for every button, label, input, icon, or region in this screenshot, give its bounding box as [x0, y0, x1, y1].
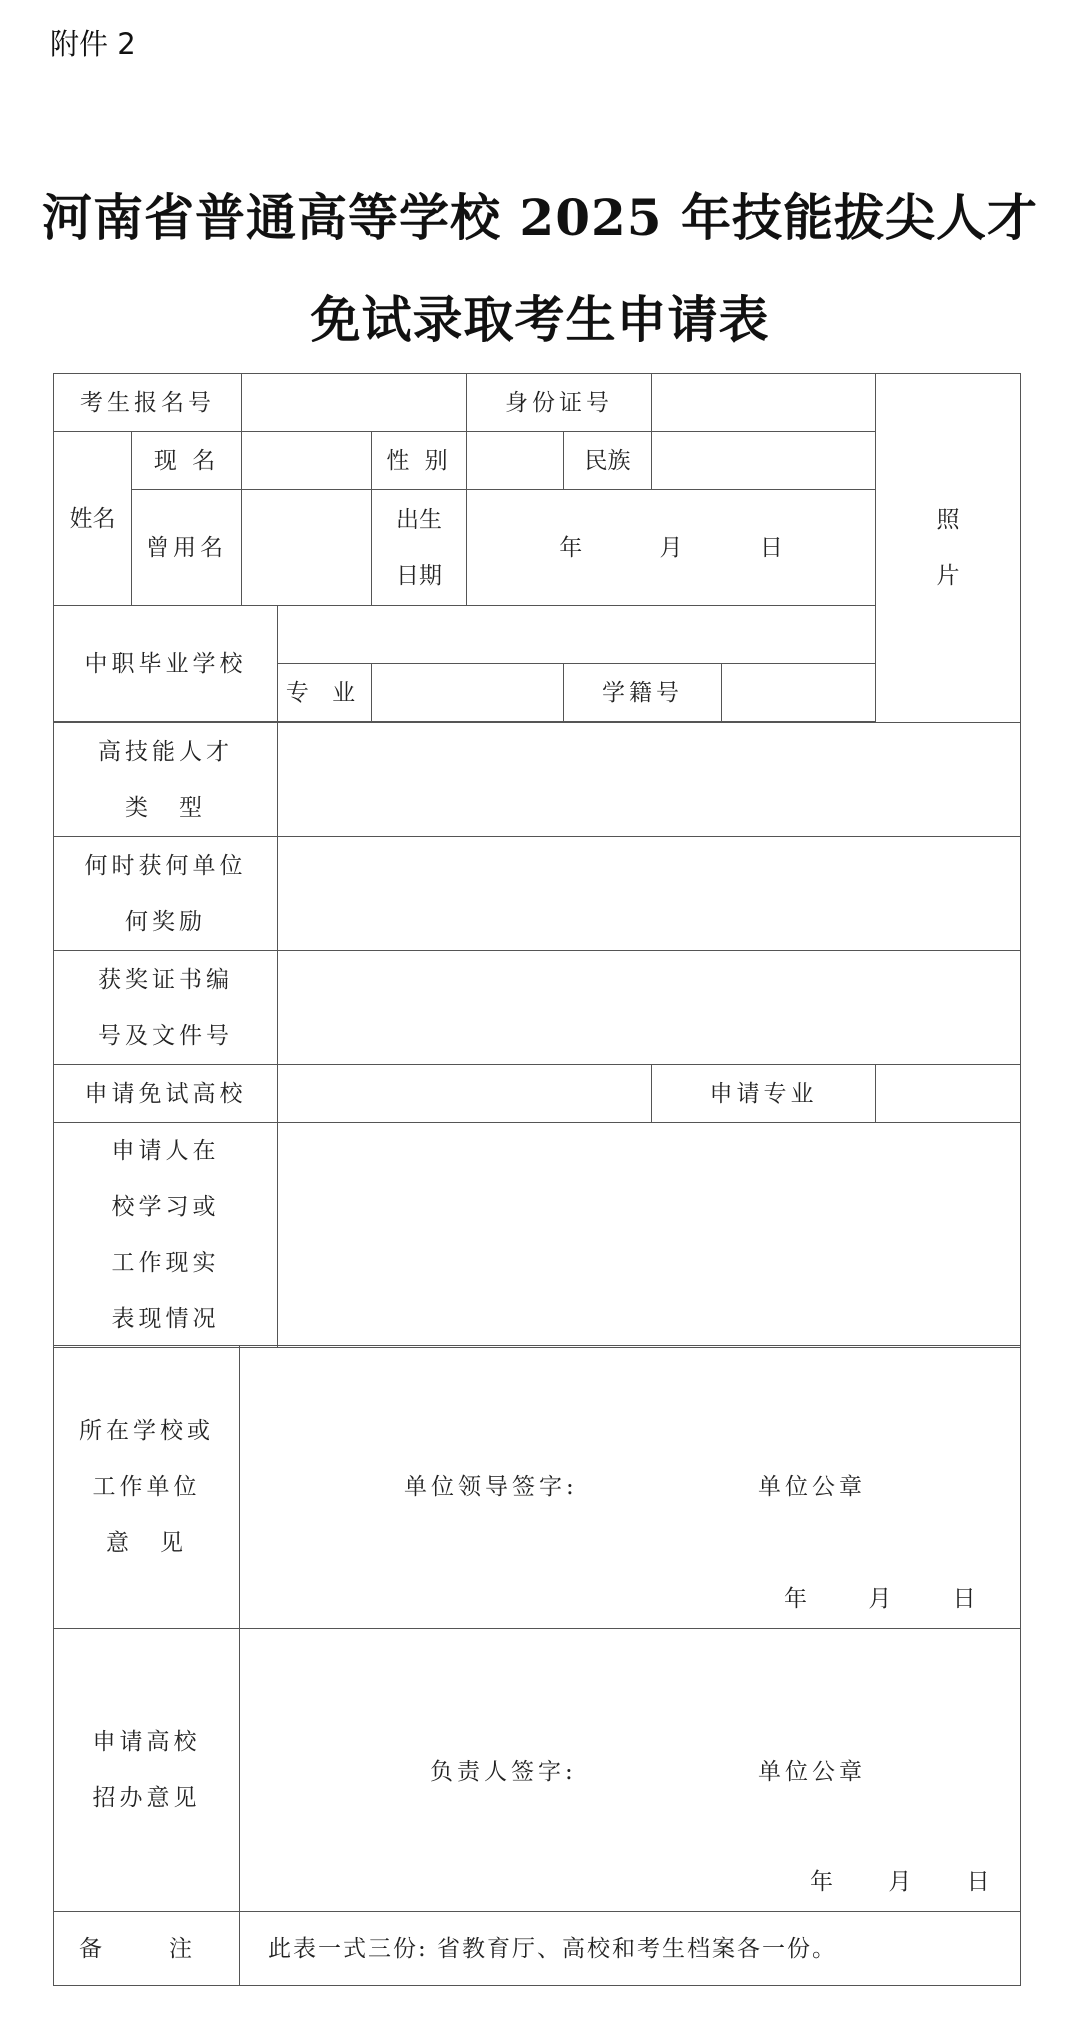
college-opinion-label	[54, 1629, 240, 1912]
apply-major-label: 申请专业	[652, 1065, 876, 1123]
photo-label-char2: 片	[936, 563, 960, 589]
former-name-field[interactable]	[242, 490, 372, 606]
unit-seal-label-2: 单位公章	[758, 1759, 866, 1785]
college-opinion-label-line2: 招办意见	[92, 1785, 201, 1811]
apply-school-label: 申请免试高校	[54, 1065, 278, 1123]
performance-label-line3: 工作现实	[111, 1250, 220, 1276]
remarks-text: 此表一式三份: 省教育厅、高校和考生档案各一份。	[240, 1912, 1021, 1986]
exam-reg-no-field[interactable]	[242, 374, 467, 432]
school-opinion-label	[54, 1346, 240, 1629]
name-label: 姓名	[54, 432, 132, 606]
apply-school-field[interactable]	[278, 1065, 652, 1123]
talent-type-field[interactable]	[278, 723, 1021, 837]
exam-reg-no-label: 考生报名号	[54, 374, 242, 432]
unit-seal-label-1: 单位公章	[758, 1474, 866, 1500]
photo-box[interactable]	[876, 374, 1021, 723]
gender-field[interactable]	[467, 432, 564, 490]
application-form-upper	[53, 373, 1021, 1348]
school-opinion-label-line2: 工作单位	[92, 1474, 201, 1500]
talent-type-label-line1: 高技能人才	[98, 738, 233, 765]
college-opinion-label-line1: 申请高校	[92, 1729, 201, 1755]
id-no-field[interactable]	[652, 374, 876, 432]
gender-label: 性 别	[372, 432, 467, 490]
college-day-unit: 日	[966, 1869, 990, 1895]
certificate-no-label-line1: 获奖证书编	[98, 966, 233, 993]
school-opinion-date	[784, 1584, 976, 1614]
student-id-field[interactable]	[722, 664, 876, 722]
photo-label-char1: 照	[936, 507, 960, 533]
certificate-no-label	[54, 951, 278, 1065]
birth-date-label	[372, 490, 467, 606]
birth-date-label-line1: 出生	[396, 506, 442, 533]
talent-type-label-line2: 类 型	[125, 794, 206, 821]
performance-label-line1: 申请人在	[111, 1138, 220, 1164]
talent-type-label	[54, 723, 278, 837]
award-info-field[interactable]	[278, 837, 1021, 951]
person-sign-label: 负责人签字:	[430, 1759, 577, 1785]
ethnicity-label: 民族	[564, 432, 652, 490]
college-month-unit: 月	[888, 1869, 912, 1895]
college-opinion-date	[810, 1867, 990, 1897]
form-title-line2: 免试录取考生申请表	[310, 290, 770, 349]
opinion-month-unit: 月	[868, 1586, 892, 1612]
id-no-label: 身份证号	[467, 374, 652, 432]
award-info-label-line1: 何时获何单位	[84, 852, 247, 879]
birth-date-label-line2: 日期	[396, 562, 442, 589]
vocational-school-label: 中职毕业学校	[54, 606, 278, 722]
performance-label-line2: 校学习或	[111, 1194, 220, 1220]
school-opinion-label-line1: 所在学校或	[79, 1418, 214, 1444]
award-info-label	[54, 837, 278, 951]
birth-year-unit: 年	[559, 534, 583, 561]
opinion-day-unit: 日	[952, 1586, 976, 1612]
college-year-unit: 年	[810, 1869, 833, 1895]
college-opinion-field[interactable]	[240, 1629, 1021, 1912]
current-name-field[interactable]	[242, 432, 372, 490]
major-label: 专 业	[278, 664, 372, 722]
ethnicity-field[interactable]	[652, 432, 876, 490]
award-info-label-line2: 何奖励	[125, 908, 206, 935]
major-field[interactable]	[372, 664, 564, 722]
current-name-label: 现 名	[132, 432, 242, 490]
school-opinion-label-line3: 意 见	[106, 1530, 187, 1556]
form-title-line1: 河南省普通高等学校 2025 年技能拔尖人才	[42, 188, 1038, 247]
student-id-label: 学籍号	[564, 664, 722, 722]
certificate-no-label-line2: 号及文件号	[98, 1022, 233, 1049]
vocational-school-field[interactable]	[278, 606, 876, 664]
school-opinion-field[interactable]	[240, 1346, 1021, 1629]
performance-label	[54, 1123, 278, 1348]
performance-field[interactable]	[278, 1123, 1021, 1348]
leader-sign-label: 单位领导签字:	[404, 1474, 578, 1500]
birth-month-unit: 月	[659, 534, 683, 561]
remarks-label: 备 注	[54, 1912, 240, 1986]
opinion-year-unit: 年	[784, 1586, 807, 1612]
apply-major-field[interactable]	[876, 1065, 1021, 1123]
performance-label-line4: 表现情况	[111, 1306, 220, 1332]
former-name-label: 曾用名	[132, 490, 242, 606]
birth-date-field[interactable]	[467, 490, 876, 606]
attachment-label: 附件 2	[50, 27, 136, 61]
certificate-no-field[interactable]	[278, 951, 1021, 1065]
application-form-lower	[53, 1345, 1021, 1986]
birth-day-unit: 日	[759, 534, 783, 561]
